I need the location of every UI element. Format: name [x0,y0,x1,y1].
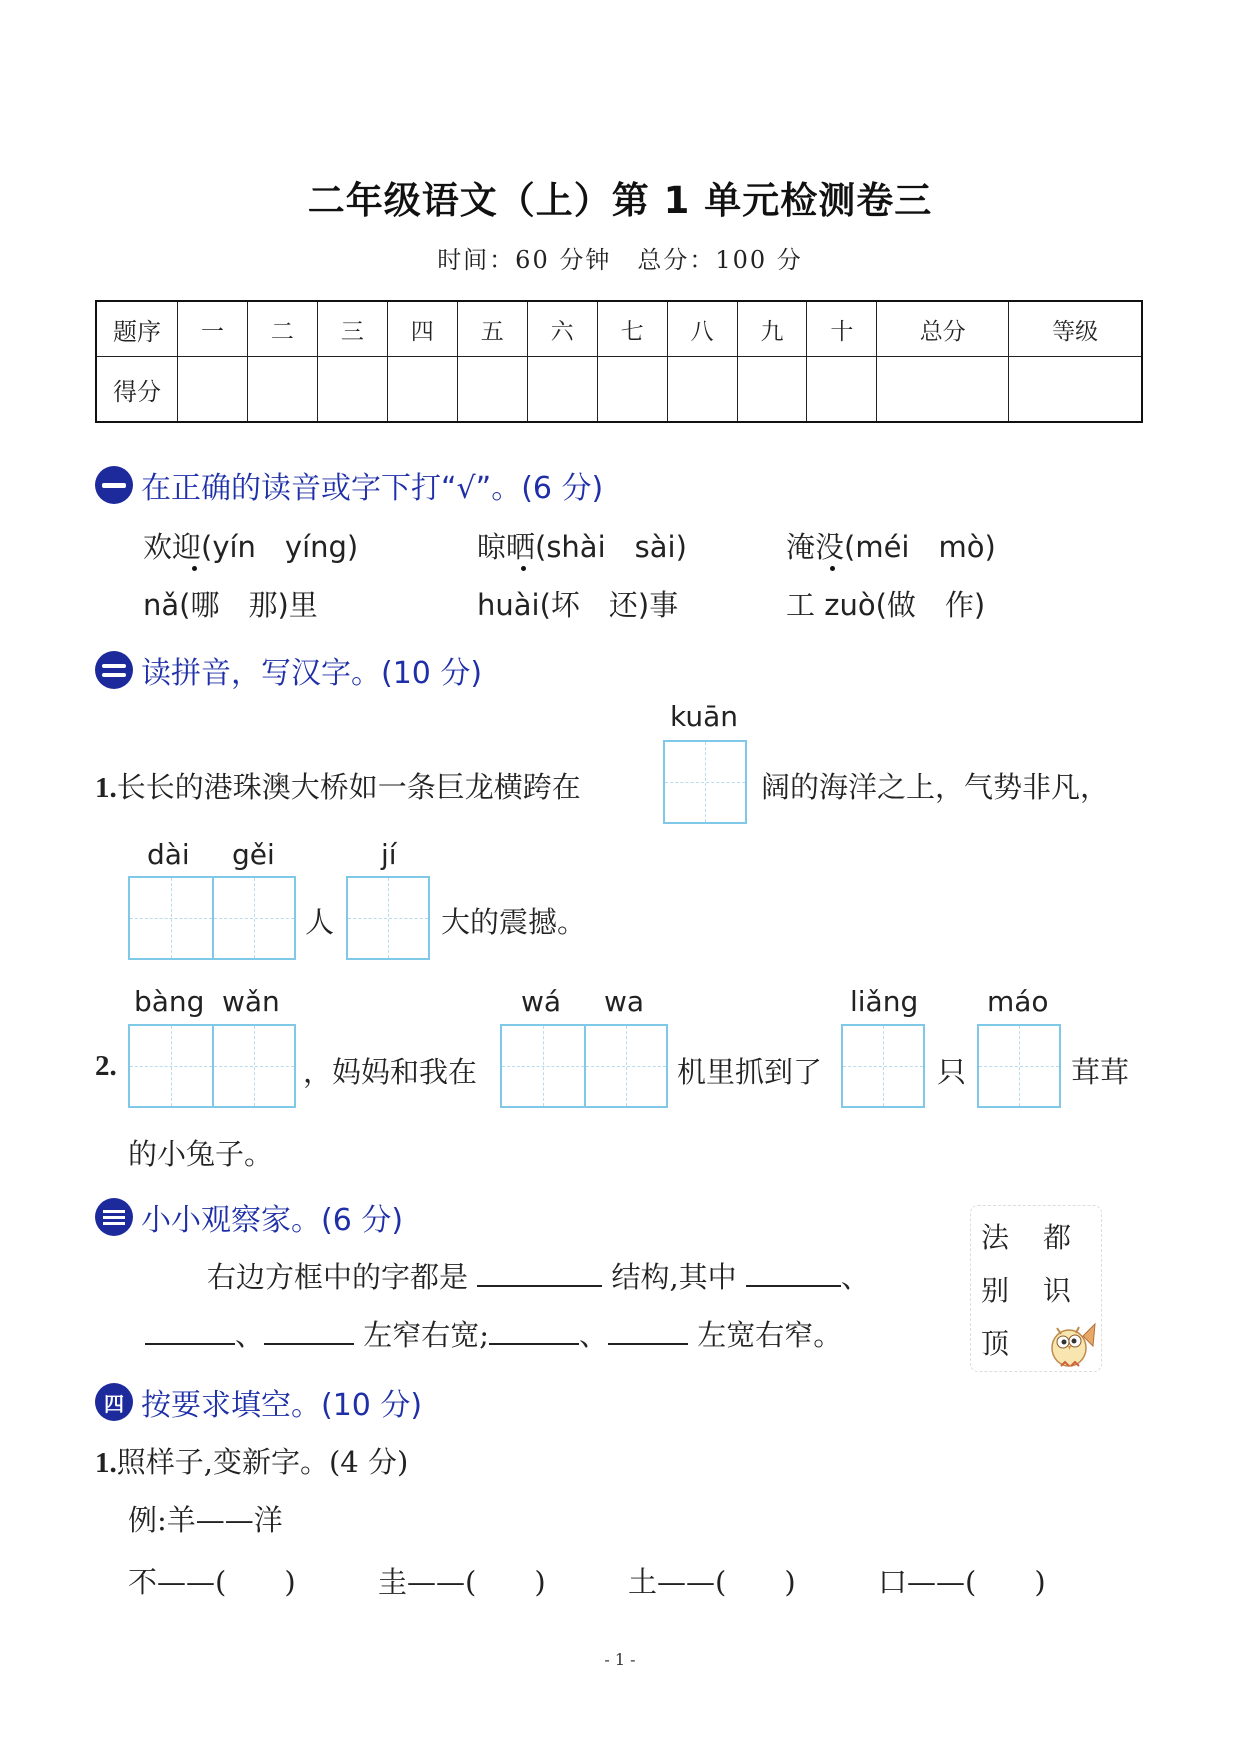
pinyin-hint: jí [381,838,397,871]
score-cell[interactable] [597,357,667,423]
sentence-fragment: 的小兔子。 [128,1137,274,1171]
pinyin-item-2[interactable]: 晾晒(shài sài) [477,530,687,564]
section-1-title: 在正确的读音或字下打“√”。(6 分) [141,471,604,506]
writing-box[interactable] [663,740,747,824]
question-number: 2. [95,1050,117,1082]
observation-line-1 [207,1255,870,1296]
section-badge-4-icon: 四 [95,1383,133,1421]
sentence-fragment: 、 [579,1318,609,1352]
fill-blank[interactable] [608,1321,688,1345]
pinyin-hint: wa [604,985,645,1018]
owl-icon [1043,1316,1099,1372]
col-9: 九 [737,301,807,357]
sentence-fragment: 人 [305,905,335,939]
writing-box-double[interactable] [500,1024,668,1108]
sentence-fragment: 左窄右宽; [363,1318,490,1352]
example-text: 例:羊——洋 [128,1503,283,1537]
pinyin-hint: kuān [670,700,739,733]
frame-char: 识 [1043,1274,1072,1307]
score-cell[interactable] [387,357,457,423]
section-4-title: 按要求填空。(10 分) [141,1388,423,1423]
col-8: 八 [667,301,737,357]
section-1-heading [95,463,603,507]
fill-blank[interactable] [264,1321,354,1345]
col-total: 总分 [877,301,1009,357]
score-cell[interactable] [247,357,317,423]
score-cell-total[interactable] [877,357,1009,423]
section-badge-3-icon [95,1198,133,1236]
score-cell[interactable] [737,357,807,423]
new-char-item[interactable]: 口——( ) [878,1565,1046,1599]
sentence-fragment: 只 [937,1055,967,1089]
col-grade: 等级 [1009,301,1142,357]
sentence-fragment: 长长的港珠澳大桥如一条巨龙横跨在 [116,770,581,804]
col-1: 一 [178,301,248,357]
new-char-item[interactable]: 土——( ) [628,1565,796,1599]
char-item-2[interactable]: huài(坏 还)事 [477,588,679,622]
char-item-3[interactable]: 工 zuò(做 作) [786,588,986,622]
section-2-title: 读拼音，写汉字。(10 分) [141,656,483,691]
section-badge-1-icon [95,466,133,504]
sentence-fragment: 右边方框中的字都是 [207,1260,469,1294]
sentence-fragment: 大的震撼。 [441,905,587,939]
sentence-fragment: 阔的海洋之上，气势非凡， [761,770,1110,804]
pinyin-item-1[interactable]: 欢迎(yín yíng) [143,530,359,564]
col-5: 五 [457,301,527,357]
col-6: 六 [527,301,597,357]
sentence-fragment: 茸茸 [1071,1055,1130,1089]
section-3-heading [95,1195,403,1239]
pinyin-hint: gěi [232,838,275,871]
pinyin-hint: wá [521,985,562,1018]
question-4-1 [95,1440,408,1481]
score-cell[interactable] [317,357,387,423]
observation-line-2 [145,1313,842,1354]
pinyin-hint: bàng [134,985,205,1018]
writing-box-double[interactable] [128,1024,296,1108]
writing-box-double[interactable] [128,876,296,960]
sentence-fragment: 结构,其中 [611,1260,737,1294]
writing-box[interactable] [346,876,430,960]
score-table-header-row [96,301,1142,357]
fill-blank[interactable] [489,1321,579,1345]
sentence-fragment: 左宽右窄。 [697,1318,843,1352]
question-title: 照样子,变新字。(4 分) [116,1445,409,1479]
new-char-item[interactable]: 圭——( ) [378,1565,546,1599]
score-cell[interactable] [667,357,737,423]
question-number: 1. [95,772,117,804]
fill-blank[interactable] [477,1263,602,1287]
col-7: 七 [597,301,667,357]
pinyin-item-3[interactable]: 淹没(méi mò) [786,530,996,564]
score-cell[interactable] [807,357,877,423]
row-label-score: 得分 [96,357,178,423]
new-char-item[interactable]: 不——( ) [128,1565,296,1599]
sentence-fragment: 、 [235,1318,265,1352]
question-number: 1. [95,1447,117,1479]
frame-char: 别 [981,1274,1010,1307]
sentence-fragment: ，妈妈和我在 [303,1055,478,1089]
sentence-fragment: 机里抓到了 [677,1055,823,1089]
score-cell[interactable] [178,357,248,423]
writing-box[interactable] [977,1024,1061,1108]
pinyin-hint: máo [987,985,1049,1018]
emphasis-dot-icon [830,566,835,571]
frame-char: 都 [1043,1221,1072,1254]
col-4: 四 [387,301,457,357]
writing-box[interactable] [841,1024,925,1108]
emphasis-dot-icon [192,566,197,571]
question-2-1-text-a [95,765,581,806]
char-item-1[interactable]: nǎ(哪 那)里 [143,588,318,622]
score-cell[interactable] [457,357,527,423]
frame-char: 顶 [981,1327,1010,1360]
score-table [95,300,1143,423]
section-2-heading [95,648,482,692]
fill-blank[interactable] [746,1263,841,1287]
emphasis-dot-icon [521,566,526,571]
col-10: 十 [807,301,877,357]
exam-info: 时间：60 分钟 总分：100 分 [437,246,803,274]
score-cell[interactable] [527,357,597,423]
pinyin-hint: wǎn [222,985,280,1018]
page-title: 二年级语文（上）第 1 单元检测卷三 [307,179,933,222]
score-table-score-row [96,357,1142,423]
frame-char: 法 [981,1221,1010,1254]
character-frame [970,1205,1102,1372]
pinyin-hint: liǎng [850,985,919,1018]
section-3-title: 小小观察家。(6 分) [141,1203,404,1238]
col-2: 二 [247,301,317,357]
row-label-question-order: 题序 [96,301,178,357]
section-badge-2-icon [95,651,133,689]
page-number: - 1 - [604,1650,636,1669]
col-3: 三 [317,301,387,357]
pinyin-hint: dài [147,838,190,871]
sentence-fragment: 、 [840,1260,870,1294]
section-4-heading [95,1380,422,1424]
fill-blank[interactable] [145,1321,235,1345]
score-cell-grade[interactable] [1009,357,1142,423]
